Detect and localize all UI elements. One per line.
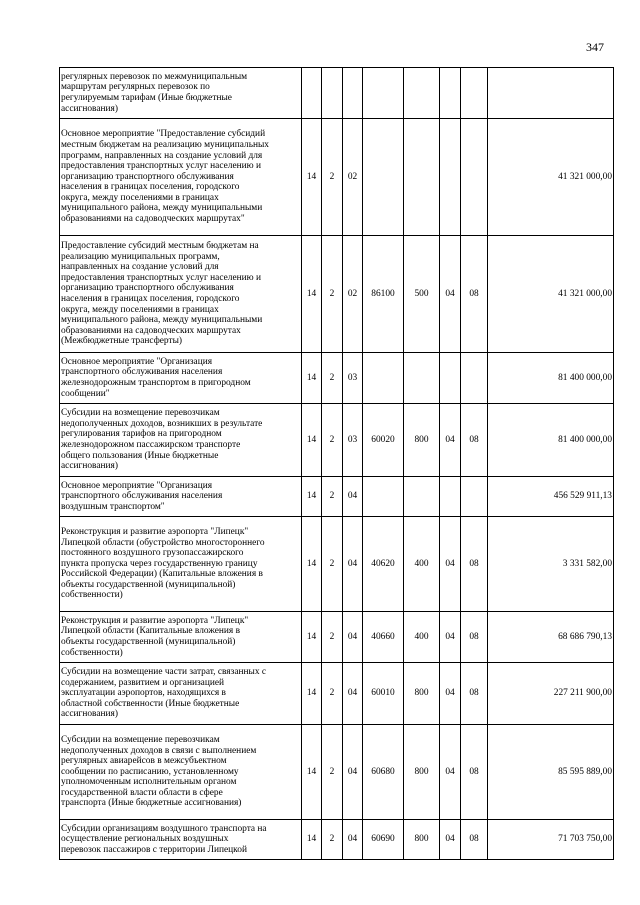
budget-table: [59, 67, 614, 860]
cell-c7: 08: [461, 820, 488, 860]
table-row: [60, 477, 614, 517]
cell-c7: [461, 353, 488, 404]
cell-c5: 400: [404, 517, 440, 612]
cell-c1: 14: [302, 517, 322, 612]
cell-c6: [440, 353, 461, 404]
cell-c5: [404, 68, 440, 119]
cell-c6: 04: [440, 820, 461, 860]
cell-c4: [363, 119, 404, 236]
table-row: [60, 612, 614, 663]
cell-c1: 14: [302, 119, 322, 236]
cell-c1: 14: [302, 663, 322, 725]
cell-c1: 14: [302, 725, 322, 820]
cell-amount: 41 321 000,00: [488, 236, 614, 353]
cell-c7: 08: [461, 517, 488, 612]
cell-c4: [363, 353, 404, 404]
cell-desc: [60, 820, 302, 860]
cell-c5: 800: [404, 820, 440, 860]
table-row: [60, 353, 614, 404]
cell-c7: 08: [461, 404, 488, 477]
cell-c2: 2: [322, 820, 343, 860]
cell-desc: [60, 663, 302, 725]
row-description: Субсидии на возмещение перевозчикам недополученных доходов, возникших в результате регулирования тарифов на пригородном железнодорожном пассажирском транспорте общего пользования (Иные бюджетные ассигнования): [61, 408, 263, 472]
cell-c4: 40620: [363, 517, 404, 612]
cell-c4: 60010: [363, 663, 404, 725]
table-row: [60, 663, 614, 725]
cell-c5: 800: [404, 663, 440, 725]
cell-c3: [343, 68, 363, 119]
cell-c4: 86100: [363, 236, 404, 353]
cell-desc: [60, 612, 302, 663]
cell-c6: 04: [440, 612, 461, 663]
row-description: Основное мероприятие "Предоставление субсидий местным бюджетам на реализацию муниципальных программ, направленных на создание условий для предоставления транспортных услуг населению и организацию транспортного обслуживания населения в границах поселения, городского округа, между поселениями в границах муниципального района, между муниципальными образованиями на садоводческих маршрутах": [61, 129, 269, 225]
cell-c7: 08: [461, 612, 488, 663]
cell-c2: 2: [322, 725, 343, 820]
cell-c7: 08: [461, 236, 488, 353]
cell-amount: 81 400 000,00: [488, 404, 614, 477]
cell-c3: 03: [343, 353, 363, 404]
cell-desc: [60, 236, 302, 353]
cell-desc: [60, 404, 302, 477]
cell-c3: 04: [343, 517, 363, 612]
cell-c2: 2: [322, 477, 343, 517]
cell-c6: 04: [440, 725, 461, 820]
cell-c7: [461, 68, 488, 119]
cell-c4: 60680: [363, 725, 404, 820]
cell-desc: [60, 68, 302, 119]
cell-c7: [461, 119, 488, 236]
cell-amount: 456 529 911,13: [488, 477, 614, 517]
cell-c2: 2: [322, 236, 343, 353]
cell-desc: [60, 477, 302, 517]
cell-c5: 500: [404, 236, 440, 353]
cell-c1: 14: [302, 477, 322, 517]
cell-c4: 60690: [363, 820, 404, 860]
row-description: регулярных перевозок по межмуниципальным маршрутам регулярных перевозок по регулируемым тарифам (Иные бюджетные ассигнования): [61, 71, 248, 114]
row-description: Субсидии на возмещение части затрат, связанных с содержанием, развитием и организацией эксплуатации аэропортов, находящихся в областной собственности (Иные бюджетные ассигнования): [61, 667, 267, 720]
cell-c3: 04: [343, 663, 363, 725]
cell-amount: 41 321 000,00: [488, 119, 614, 236]
cell-c6: 04: [440, 663, 461, 725]
cell-c4: [363, 68, 404, 119]
cell-c5: [404, 119, 440, 236]
table-row: [60, 68, 614, 119]
cell-c5: [404, 477, 440, 517]
table-row: [60, 404, 614, 477]
page-number: 347: [586, 40, 604, 54]
cell-c5: 800: [404, 725, 440, 820]
table-row: [60, 517, 614, 612]
cell-c6: 04: [440, 404, 461, 477]
cell-c6: 04: [440, 236, 461, 353]
cell-c3: 04: [343, 820, 363, 860]
cell-c2: 2: [322, 119, 343, 236]
cell-c6: [440, 477, 461, 517]
row-description: Предоставление субсидий местным бюджетам на реализацию муниципальных программ, направленных на создание условий для предоставления транспортных услуг населению и организацию транспортного обслуживания населения в границах поселения, городского округа, между поселениями в границах муниципального района, между муниципальными образованиями на садоводческих маршрутах (Межбюджетные трансферты): [61, 241, 263, 347]
cell-c3: 04: [343, 612, 363, 663]
cell-c1: [302, 68, 322, 119]
table-row: [60, 119, 614, 236]
cell-c2: 2: [322, 663, 343, 725]
cell-amount: 227 211 900,00: [488, 663, 614, 725]
cell-c4: [363, 477, 404, 517]
row-description: Реконструкция и развитие аэропорта "Липецк" Липецкой области (обустройство многостороннего постоянного воздушного грузопассажирского пункта пропуска через государственную границу Российской Федерации) (Капитальные вложения в объекты государственной (муниципальной) собственности): [61, 526, 265, 601]
cell-desc: [60, 517, 302, 612]
cell-c2: 2: [322, 517, 343, 612]
cell-amount: [488, 68, 614, 119]
cell-c1: 14: [302, 404, 322, 477]
cell-c3: 02: [343, 236, 363, 353]
cell-c2: 2: [322, 612, 343, 663]
cell-amount: 68 686 790,13: [488, 612, 614, 663]
cell-c4: 60020: [363, 404, 404, 477]
cell-c2: [322, 68, 343, 119]
cell-amount: 3 331 582,00: [488, 517, 614, 612]
cell-c6: 04: [440, 517, 461, 612]
cell-c5: [404, 353, 440, 404]
row-description: Реконструкция и развитие аэропорта "Липецк" Липецкой области (Капитальные вложения в объекты государственной (муниципальной) собственности): [61, 615, 249, 658]
cell-c5: 400: [404, 612, 440, 663]
cell-c2: 2: [322, 353, 343, 404]
cell-amount: 81 400 000,00: [488, 353, 614, 404]
cell-amount: 85 595 889,00: [488, 725, 614, 820]
cell-c7: 08: [461, 725, 488, 820]
cell-c1: 14: [302, 236, 322, 353]
cell-desc: [60, 725, 302, 820]
cell-c6: [440, 68, 461, 119]
table-row: [60, 236, 614, 353]
cell-c2: 2: [322, 404, 343, 477]
row-description: Основное мероприятие "Организация транспортного обслуживания населения железнодорожным транспортом в пригородном сообщении": [61, 356, 251, 399]
cell-c1: 14: [302, 612, 322, 663]
cell-c3: 04: [343, 725, 363, 820]
cell-c3: 03: [343, 404, 363, 477]
table-row: [60, 820, 614, 860]
cell-c6: [440, 119, 461, 236]
cell-c1: 14: [302, 820, 322, 860]
cell-desc: [60, 353, 302, 404]
cell-c4: 40660: [363, 612, 404, 663]
cell-desc: [60, 119, 302, 236]
cell-amount: 71 703 750,00: [488, 820, 614, 860]
cell-c3: 04: [343, 477, 363, 517]
row-description: Основное мероприятие "Организация транспортного обслуживания населения воздушным транспортом": [61, 480, 223, 512]
cell-c7: [461, 477, 488, 517]
row-description: Субсидии на возмещение перевозчикам недополученных доходов в связи с выполнением регулярных авиарейсов в межсубъектном сообщении по расписанию, установленному уполномоченным исполнительным органом государственной власти области в сфере транспорта (Иные бюджетные ассигнования): [61, 734, 257, 809]
row-description: Субсидии организациям воздушного транспорта на осуществление региональных воздушных перевозок пассажиров с территории Липецкой: [61, 823, 267, 855]
cell-c1: 14: [302, 353, 322, 404]
table-row: [60, 725, 614, 820]
cell-c7: 08: [461, 663, 488, 725]
cell-c3: 02: [343, 119, 363, 236]
cell-c5: 800: [404, 404, 440, 477]
